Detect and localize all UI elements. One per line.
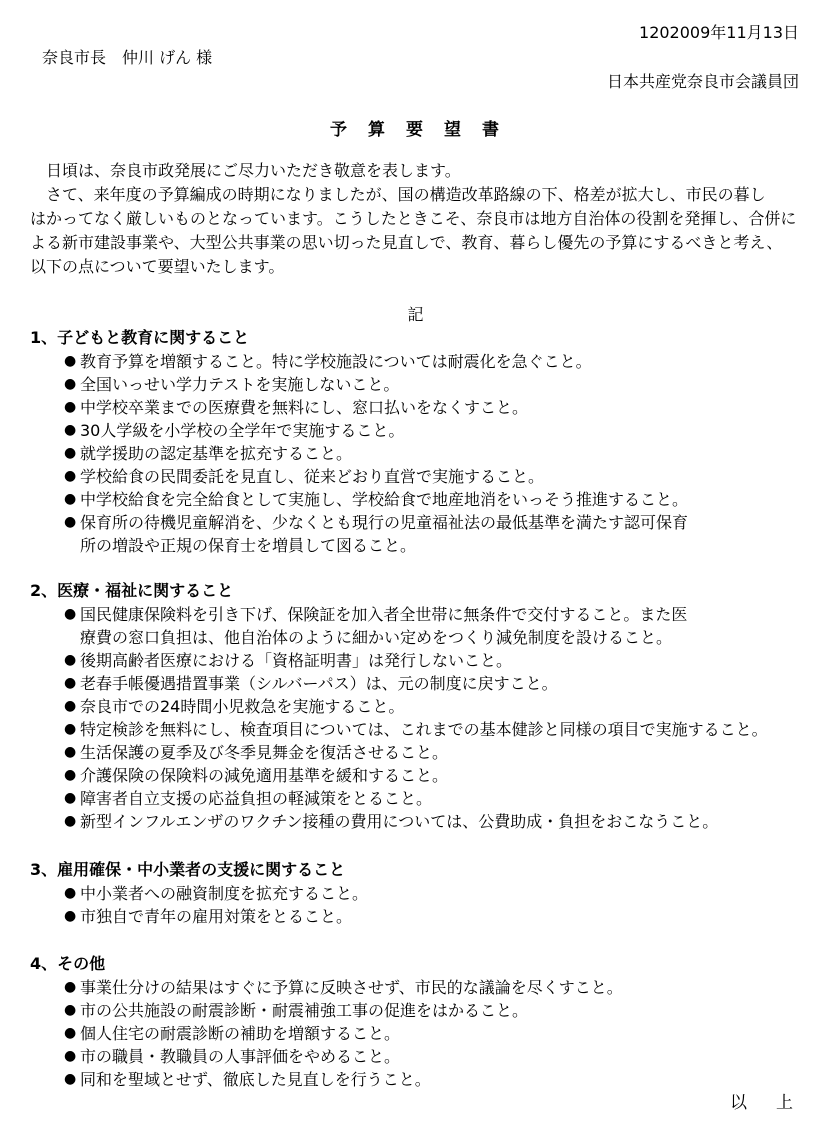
list-item: [64, 718, 820, 741]
list-item: [64, 488, 820, 511]
list-item-text: 市独自で青年の雇用対策をとること。: [80, 907, 353, 926]
bullet-icon: ●: [64, 813, 77, 829]
bullet-icon: ●: [64, 790, 77, 806]
bullet-icon: ●: [64, 1048, 77, 1064]
intro-line: はかってなく厳しいものとなっています。こうしたときこそ、奈良市は地方自治体の役割を発揮し、合併に: [30, 209, 797, 228]
list-item: [64, 603, 820, 649]
list-item: [64, 999, 820, 1022]
bullet-icon: ●: [64, 652, 77, 668]
bullet-icon: ●: [64, 468, 77, 484]
list-item: [64, 419, 820, 442]
list-item-text: 老春手帳優遇措置事業（シルバーパス）は、元の制度に戻すこと。: [80, 674, 558, 693]
bullet-icon: ●: [64, 514, 77, 530]
list-item: [64, 511, 820, 557]
bullet-icon: ●: [64, 606, 77, 622]
list-item: [64, 442, 820, 465]
bullet-icon: ●: [64, 376, 77, 392]
document-title: 予 算 要 望 書: [330, 120, 501, 140]
bullet-icon: ●: [64, 445, 77, 461]
section-other: [30, 953, 820, 1091]
list-item: [64, 465, 820, 488]
list-item: [64, 373, 820, 396]
list-item: [64, 882, 820, 905]
bullet-icon: ●: [64, 1002, 77, 1018]
list-item-text: 全国いっせい学力テストを実施しないこと。: [80, 375, 400, 394]
list-item: [64, 741, 820, 764]
section-items: [30, 603, 820, 833]
list-item-text: 中学校卒業までの医療費を無料にし、窓口払いをなくすこと。: [80, 398, 529, 417]
list-item: [64, 905, 820, 928]
bullet-icon: ●: [64, 979, 77, 995]
list-item: [64, 764, 820, 787]
list-item-text: 事業仕分けの結果はすぐに予算に反映させず、市民的な議論を尽くすこと。: [80, 978, 623, 997]
list-item-text: 市の公共施設の耐震診断・耐震補強工事の促進をはかること。: [80, 1001, 529, 1020]
list-item: [64, 649, 820, 672]
list-item-text: 中小業者への融資制度を拡充すること。: [80, 884, 369, 903]
bullet-icon: ●: [64, 675, 77, 691]
bullet-icon: ●: [64, 1025, 77, 1041]
list-item: [64, 810, 820, 833]
list-item-text: 奈良市での24時間小児救急を実施すること。: [80, 697, 405, 716]
bullet-icon: ●: [64, 721, 77, 737]
list-item-text: 新型インフルエンザのワクチン接種の費用については、公費助成・負担をおこなうこと。: [80, 812, 719, 831]
bullet-icon: ●: [64, 399, 77, 415]
ki-marker: 記: [407, 305, 424, 324]
closing-mark: 以 上: [730, 1093, 799, 1113]
section-heading: 3、雇用確保・中小業者の支援に関すること: [30, 860, 346, 879]
bullet-icon: ●: [64, 908, 77, 924]
intro-line: 以下の点について要望いたします。: [30, 257, 285, 276]
list-item-text: 30人学級を小学校の全学年で実施すること。: [80, 421, 405, 440]
intro-paragraph: [30, 159, 810, 279]
section-heading: 1、子どもと教育に関すること: [30, 328, 250, 347]
section-items: [30, 976, 820, 1091]
section-items: [30, 350, 820, 557]
bullet-icon: ●: [64, 422, 77, 438]
list-item-text: 介護保険の保険料の減免適用基準を緩和すること。: [80, 766, 449, 785]
list-item-text: 国民健康保険料を引き下げ、保険証を加入者全世帯に無条件で交付すること。また医 療費の窓口負担は、他自治体のように細かい定めをつくり減免制度を設けること。: [80, 605, 688, 647]
list-item-text: 中学校給食を完全給食として実施し、学校給食で地産地消をいっそう推進すること。: [80, 490, 689, 509]
bullet-icon: ●: [64, 1071, 77, 1087]
list-item: [64, 695, 820, 718]
section-heading: 4、その他: [30, 954, 106, 973]
bullet-icon: ●: [64, 491, 77, 507]
intro-line: さて、来年度の予算編成の時期になりましたが、国の構造改革路線の下、格差が拡大し、市民の暮し: [30, 185, 766, 204]
list-item: [64, 1045, 820, 1068]
list-item-text: 教育予算を増額すること。特に学校施設については耐震化を急ぐこと。: [80, 352, 592, 371]
list-item: [64, 396, 820, 419]
document-date: 1202009年11月13日: [639, 23, 799, 42]
section-employment-smb: [30, 859, 820, 928]
list-item-text: 後期高齢者医療における「資格証明書」は発行しないこと。: [80, 651, 513, 670]
section-children-education: [30, 327, 820, 557]
bullet-icon: ●: [64, 353, 77, 369]
list-item: [64, 350, 820, 373]
bullet-icon: ●: [64, 767, 77, 783]
list-item-text: 市の職員・教職員の人事評価をやめること。: [80, 1047, 401, 1066]
section-medical-welfare: [30, 580, 820, 833]
bullet-icon: ●: [64, 744, 77, 760]
list-item-text: 就学援助の認定基準を拡充すること。: [80, 444, 353, 463]
section-heading: 2、医療・福祉に関すること: [30, 581, 234, 600]
bullet-icon: ●: [64, 885, 77, 901]
bullet-icon: ●: [64, 698, 77, 714]
list-item: [64, 787, 820, 810]
list-item-text: 生活保護の夏季及び冬季見舞金を復活させること。: [80, 743, 449, 762]
list-item-text: 特定検診を無料にし、検査項目については、これまでの基本健診と同様の項目で実施すること。: [80, 720, 768, 739]
sender: 日本共産党奈良市会議員団: [606, 72, 799, 91]
list-item-text: 保育所の待機児童解消を、少なくとも現行の児童福祉法の最低基準を満たす認可保育 所の増設や正規の保育士を増員して図ること。: [80, 513, 689, 555]
list-item: [64, 672, 820, 695]
list-item: [64, 1068, 820, 1091]
list-item: [64, 1022, 820, 1045]
addressee: 奈良市長 仲川 げん 様: [42, 48, 213, 67]
list-item: [64, 976, 820, 999]
intro-line: 日頃は、奈良市政発展にご尽力いただき敬意を表します。: [30, 161, 461, 180]
intro-line: よる新市建設事業や、大型公共事業の思い切った見直しで、教育、暮らし優先の予算にするべきと考え、: [30, 233, 783, 252]
list-item-text: 学校給食の民間委託を見直し、従来どおり直営で実施すること。: [80, 467, 545, 486]
list-item-text: 同和を聖域とせず、徹底した見直しを行うこと。: [80, 1070, 431, 1089]
section-items: [30, 882, 820, 928]
list-item-text: 障害者自立支援の応益負担の軽減策をとること。: [80, 789, 433, 808]
list-item-text: 個人住宅の耐震診断の補助を増額すること。: [80, 1024, 401, 1043]
